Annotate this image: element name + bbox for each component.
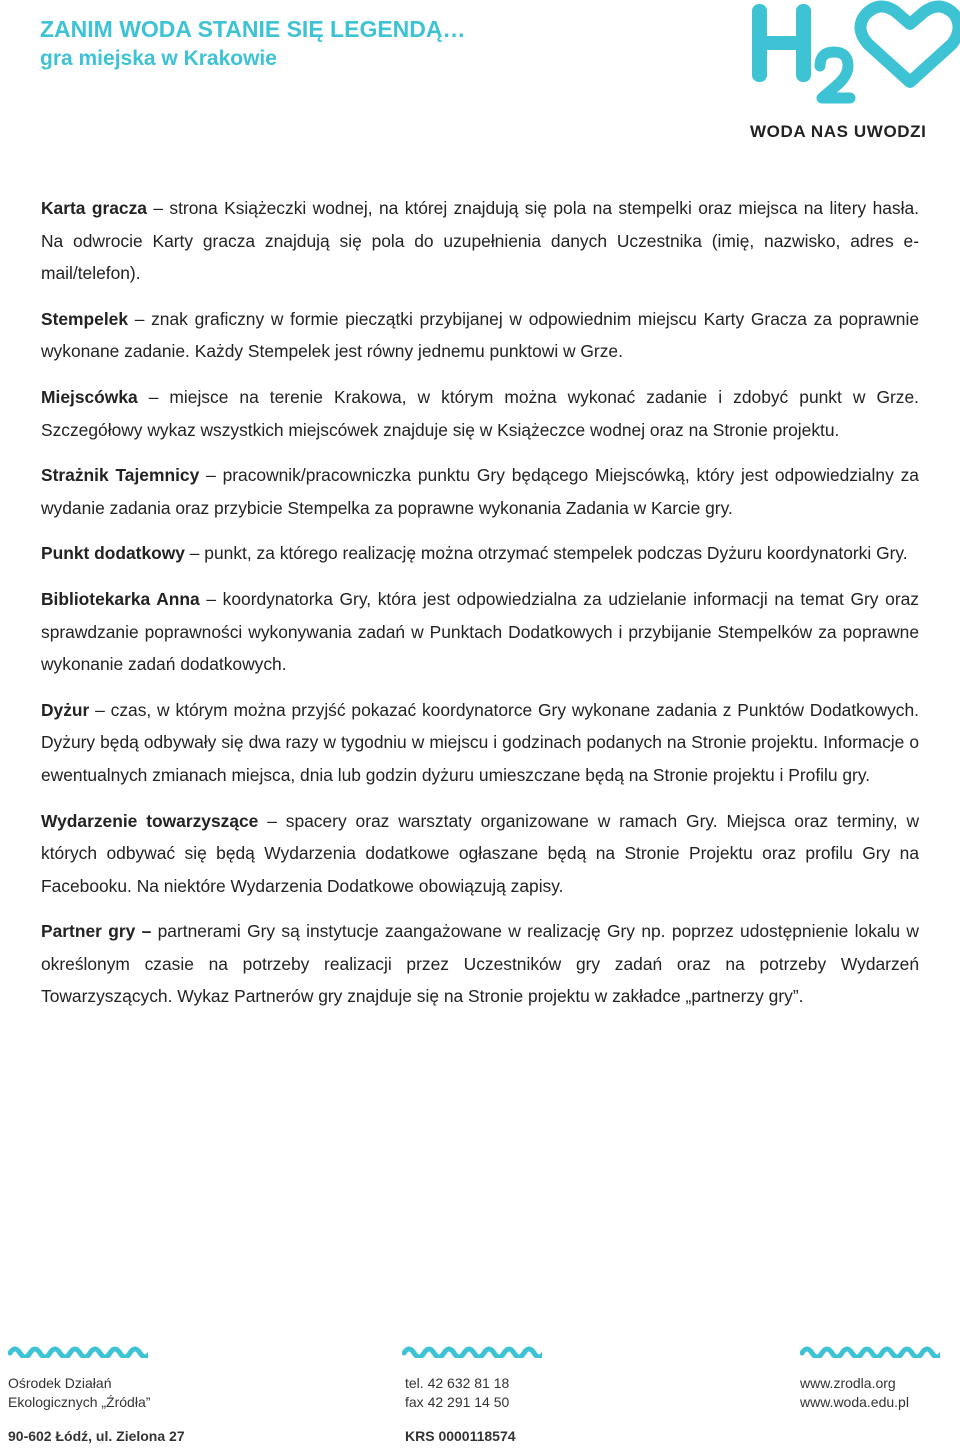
footer-org-line1: Ośrodek Działań bbox=[8, 1375, 112, 1391]
definition-dyzur bbox=[41, 694, 919, 792]
header-title: ZANIM WODA STANIE SIĘ LEGENDĄ… bbox=[40, 16, 466, 42]
document-footer bbox=[0, 1340, 960, 1450]
definition-partner-gry bbox=[41, 915, 919, 1013]
logo-text: WODA NAS UWODZI bbox=[750, 122, 927, 141]
definition-term: Punkt dodatkowy bbox=[41, 543, 185, 564]
definition-text: – spacery oraz warsztaty organizowane w ramach Gry. Miejsca oraz terminy, w których odbywać się będą Wydarzenia dodatkowe ogłaszane będą na Stronie Projektu oraz profilu Gry na Facebooku. Na niektóre Wydarzenia Dodatkowe obowiązują zapisy. bbox=[41, 810, 919, 896]
definitions-list bbox=[41, 192, 919, 1026]
definition-text: – czas, w którym można przyjść pokazać koordynatorce Gry wykonane zadania z Punktów Dodatkowych. Dyżury będą odbywały się dwa razy w tygodniu w miejscu i godzinach podanych na Stronie projektu. Informacje o ewentualnych zmianach miejsca, dnia lub godzin dyżuru umieszczane będą na Stronie projektu i Profilu gry. bbox=[41, 699, 919, 785]
definition-term: Karta gracza bbox=[41, 198, 147, 218]
definition-straznik-tajemnicy bbox=[41, 459, 919, 524]
document-header bbox=[40, 14, 680, 74]
definition-bibliotekarka-anna bbox=[41, 583, 919, 681]
footer-organization bbox=[8, 1374, 150, 1412]
definition-term: Strażnik Tajemnicy bbox=[41, 465, 200, 486]
footer-org-line2: Ekologicznych „Źródła” bbox=[8, 1394, 151, 1410]
definition-miejscowka bbox=[41, 381, 919, 446]
definition-karta-gracza bbox=[41, 192, 919, 290]
definition-term: Miejscówka bbox=[41, 386, 138, 407]
footer-www-woda: www.woda.edu.pl bbox=[800, 1394, 909, 1410]
wave-decoration-icon bbox=[8, 1344, 148, 1358]
definition-term: Partner gry – bbox=[41, 921, 152, 942]
wave-decoration-icon bbox=[800, 1344, 940, 1358]
definition-text: – znak graficzny w formie pieczątki przybijanej w odpowiednim miejscu Karty Gracza za poprawnie wykonane zadanie. Każdy Stempelek jest równy jednemu punktowi w Grze. bbox=[41, 308, 919, 362]
definition-punkt-dodatkowy bbox=[41, 537, 919, 570]
definition-text: – miejsce na terenie Krakowa, w którym można wykonać zadanie i zdobyć punkt w Grze. Szczegółowy wykaz wszystkich miejscówek znajduje się w Książeczce wodnej oraz na Stronie projektu. bbox=[41, 386, 919, 440]
footer-contact bbox=[405, 1374, 509, 1412]
h2o-heart-icon bbox=[744, 0, 960, 118]
definition-term: Bibliotekarka Anna bbox=[41, 588, 200, 609]
wave-decoration-icon bbox=[402, 1344, 542, 1358]
definition-wydarzenie-towarzyszace bbox=[41, 805, 919, 903]
definition-text: – pracownik/pracowniczka punktu Gry będącego Miejscówką, który jest odpowiedzialny za wydanie zadania oraz przybicie Stempelka za poprawne wykonania Zadania w Karcie gry. bbox=[41, 465, 919, 518]
footer-krs: KRS 0000118574 bbox=[405, 1428, 516, 1444]
definition-text: – koordynatorka Gry, która jest odpowiedzialna za udzielanie informacji na temat Gry oraz sprawdzanie poprawności wykonywania zadań w Punktach Dodatkowych i przybijanie Stempelków za poprawne wykonanie zadań dodatkowych. bbox=[41, 588, 919, 675]
definition-term: Dyżur bbox=[41, 699, 90, 720]
definition-text: partnerami Gry są instytucje zaangażowane w realizację Gry np. poprzez udostępnienie lokalu w określonym czasie na potrzeby realizacji przez Uczestników gry zadań oraz na potrzeby Wydarzeń Towarzyszących. Wykaz Partnerów gry znajduje się na Stronie projektu w zakładce „partnerzy gry”. bbox=[41, 921, 919, 1007]
footer-fax: fax 42 291 14 50 bbox=[405, 1394, 510, 1410]
footer-www-zrodla: www.zrodla.org bbox=[800, 1375, 896, 1391]
definition-term: Stempelek bbox=[41, 308, 128, 329]
definition-text: – punkt, za którego realizację można otrzymać stempelek podczas Dyżuru koordynatorki Gry. bbox=[184, 543, 908, 564]
footer-websites bbox=[800, 1374, 909, 1412]
definition-term: Wydarzenie towarzyszące bbox=[41, 810, 259, 831]
footer-tel: tel. 42 632 81 18 bbox=[405, 1375, 510, 1391]
definition-text: – strona Książeczki wodnej, na której znajdują się pola na stempelki oraz miejsca na litery hasła. Na odwrocie Karty gracza znajdują się pola do uzupełnienia danych Uczestnika (imię, nazwisko, adres e-mail/telefon). bbox=[41, 198, 919, 284]
header-subtitle: gra miejska w Krakowie bbox=[40, 47, 277, 70]
definition-stempelek bbox=[41, 303, 919, 368]
footer-address: 90-602 Łódź, ul. Zielona 27 bbox=[8, 1428, 185, 1444]
h2o-logo bbox=[744, 0, 960, 148]
